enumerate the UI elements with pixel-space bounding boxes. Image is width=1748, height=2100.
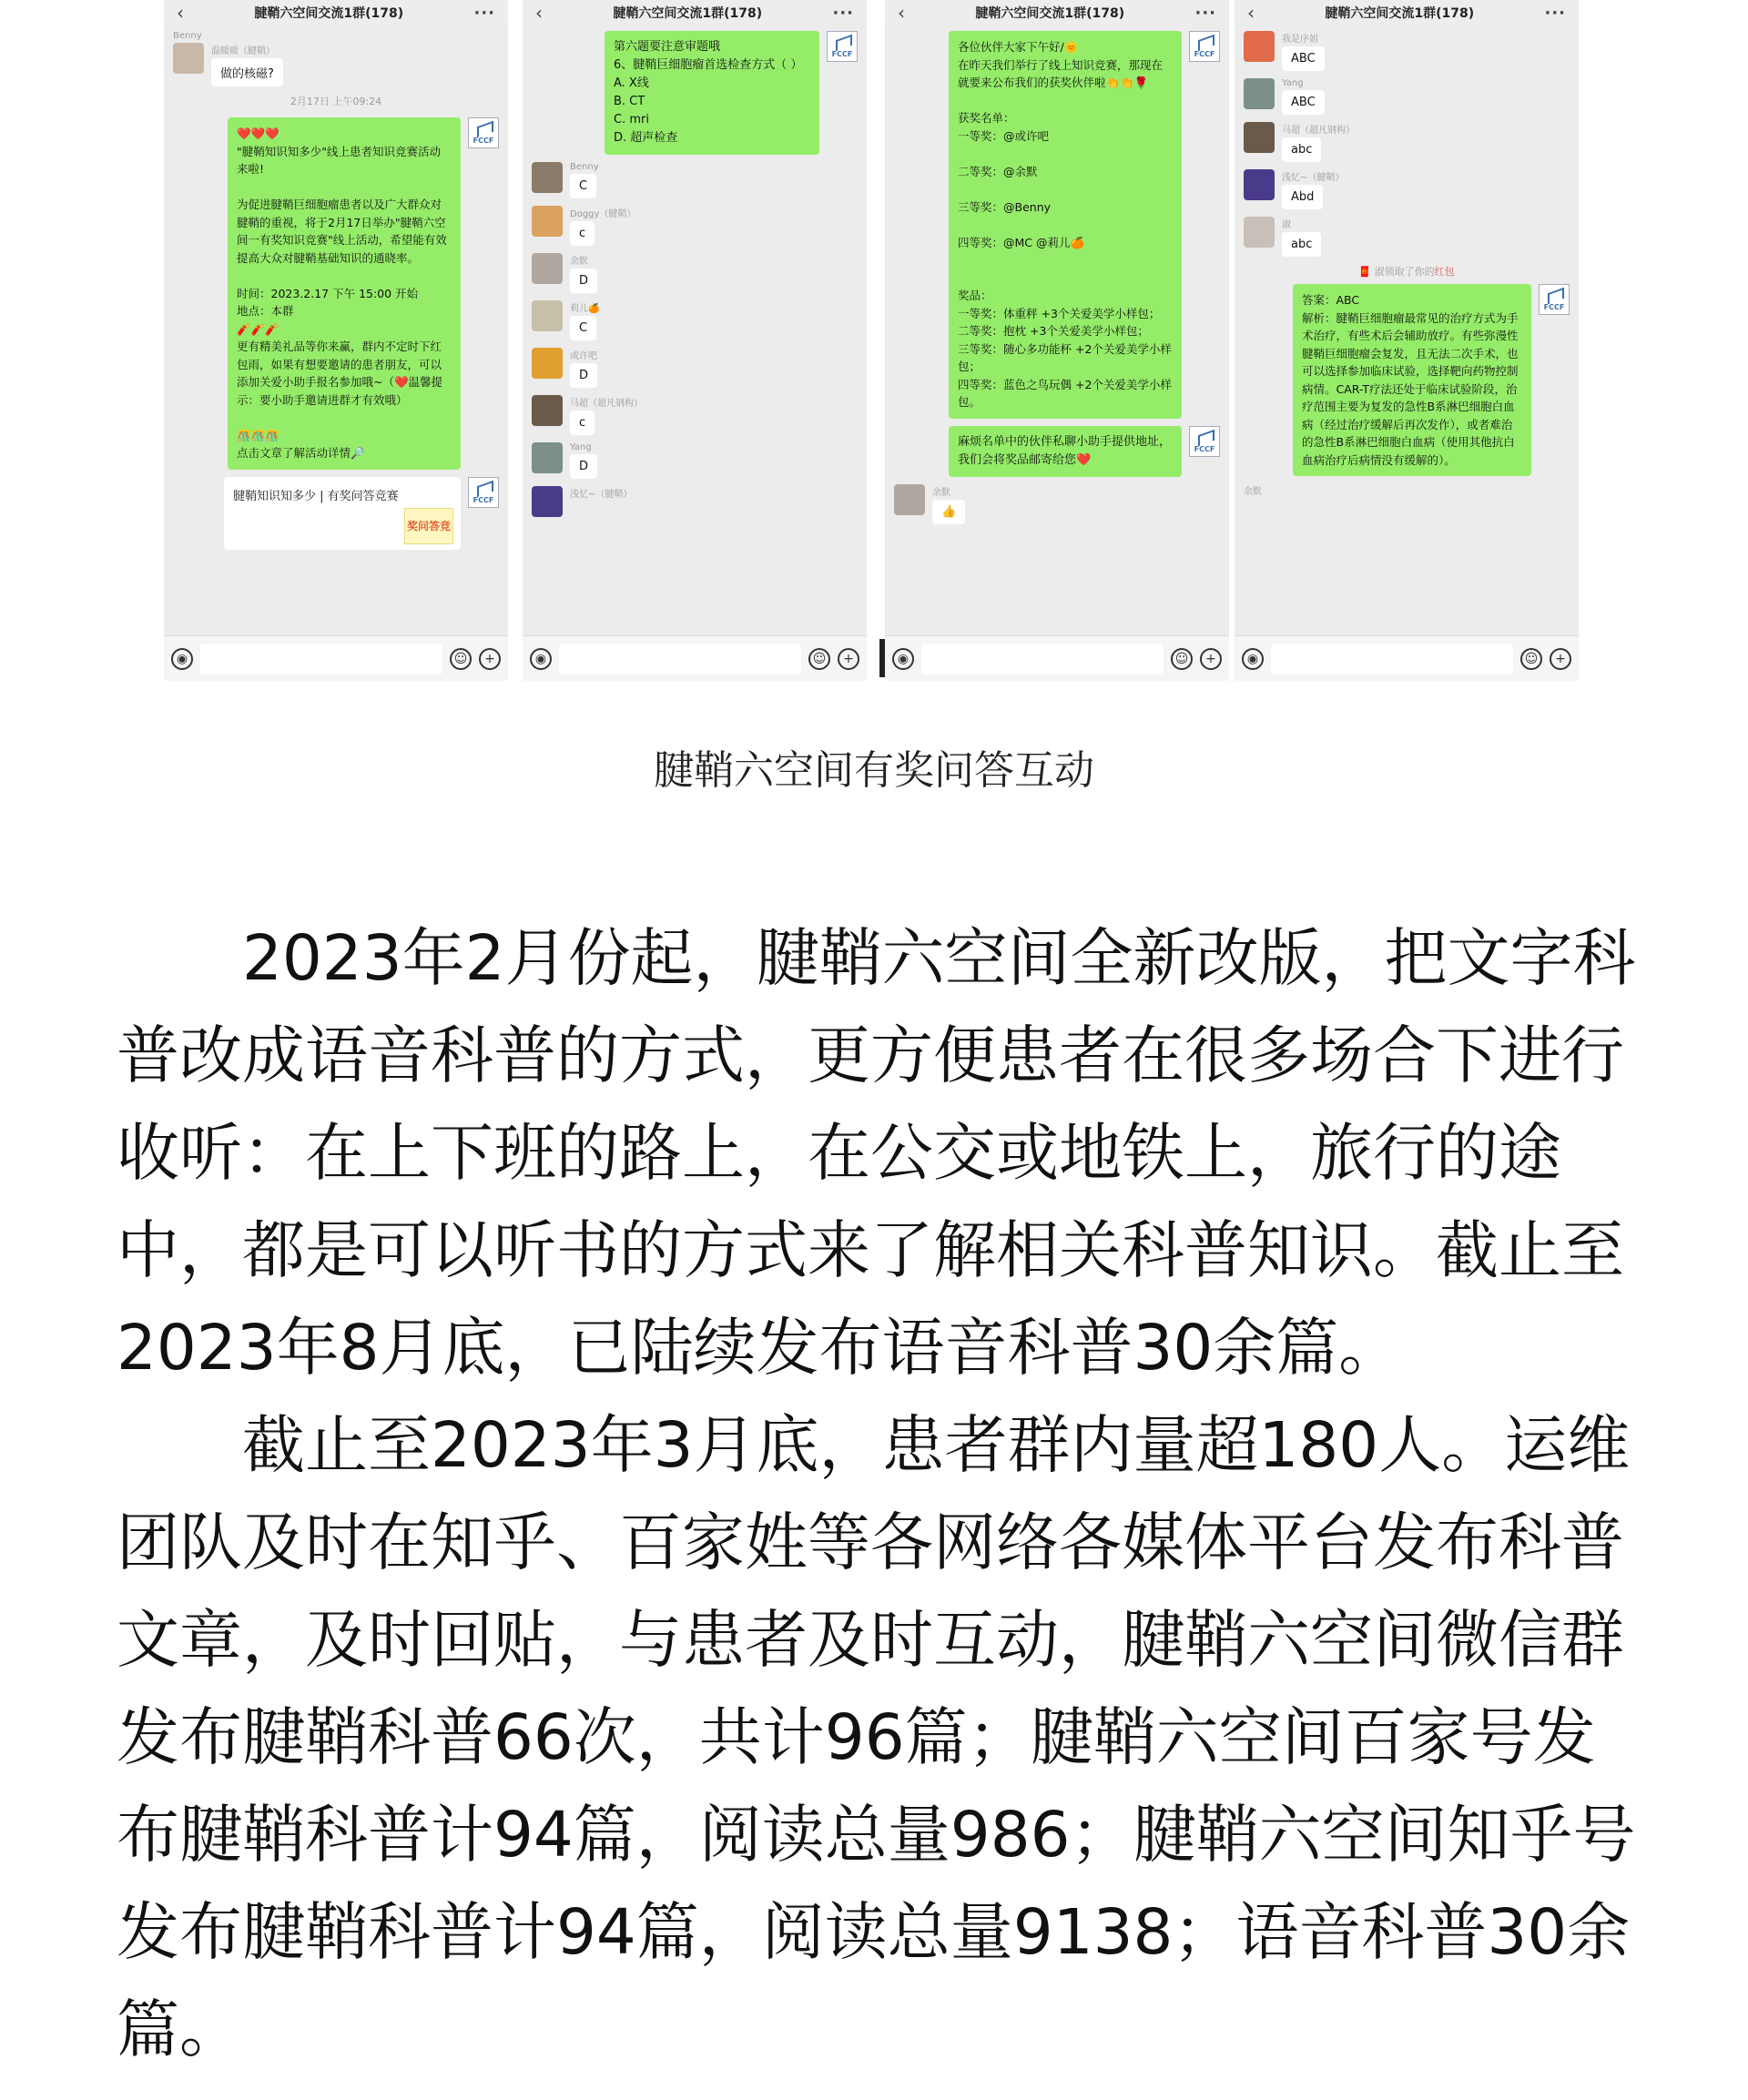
voice-icon[interactable]: ◉ (892, 648, 914, 670)
avatar[interactable] (1244, 78, 1275, 109)
more-icon[interactable]: ··· (1544, 3, 1566, 23)
timestamp: 2月17日 上午09:24 (290, 96, 382, 107)
article-body (117, 910, 1646, 2079)
answer-bubble[interactable]: c (570, 221, 595, 246)
emoji-icon[interactable]: ☺ (1171, 648, 1193, 670)
chat-title: 腱鞘六空间交流1群(178) (254, 6, 404, 21)
message-row (894, 484, 1220, 524)
chat-input-bar (1235, 635, 1579, 681)
answer-row (532, 300, 858, 340)
back-icon[interactable]: ‹ (1247, 2, 1255, 24)
answer-row (1244, 217, 1570, 257)
voice-icon[interactable]: ◉ (171, 648, 193, 670)
message-row (173, 43, 499, 86)
chat-input-bar (164, 635, 508, 681)
answer-bubble[interactable]: D (570, 454, 597, 479)
voice-icon[interactable]: ◉ (530, 648, 552, 670)
answer-row (532, 162, 858, 198)
notice-bubble[interactable]: 麻烦名单中的伙伴私聊小助手提供地址，我们会将奖品邮寄给您❤️ (949, 426, 1182, 477)
chat-title: 腱鞘六空间交流1群(178) (613, 6, 763, 21)
answer-bubble[interactable]: abc (1282, 137, 1321, 162)
explanation-bubble[interactable]: 答案：ABC 解析：腱鞘巨细胞瘤最常见的治疗方式为手术治疗，有些术后会辅助放疗。有些弥漫性腱鞘巨细胞瘤会复发，且无法二次手术，也可以选择参加临床试验，选择靶向药物控制病情。CAR-T疗法还处于临床试验阶段，治疗范围主要为复发的急性B系淋巴细胞白血病（经过治疗缓解后再次发作），或者难治的急性B系淋巴细胞白血病（使用其他抗白血病治疗后病情没有缓解的）。 (1293, 284, 1531, 476)
avatar[interactable] (532, 486, 563, 517)
answer-bubble[interactable]: C (570, 316, 596, 340)
back-icon[interactable]: ‹ (898, 2, 905, 24)
announcement-bubble[interactable]: ❤️❤️❤️ "腱鞘知识知多少"线上患者知识竞赛活动来啦! 为促进腱鞘巨细胞瘤患者以及广大群众对腱鞘的重视，将于2月17日举办"腱鞘六空间一有奖知识竞赛"线上活动，希望能有效提高大众对腱鞘基础知识的通晓率。 时间：2023.2.17 下午 15:00 开始 地点：本群 🧨🧨🧨 更有精美礼品等你来赢，群内不定时下红包雨，如果有想要邀请的患者朋友，可以添加关爱小助手报名参加哦~（❤️温馨提示：要小助手邀请进群才有效哦） 🎊🎊🎊 点击文章了解活动详情🔎 (228, 117, 461, 470)
avatar[interactable] (1244, 31, 1275, 62)
reply-bubble[interactable]: 👍 (932, 500, 965, 524)
message-row (1244, 284, 1570, 476)
chat-header (885, 0, 1229, 25)
sender-nick: 浅忆~（腱鞘） (570, 490, 633, 500)
answer-bubble[interactable]: ABC (1282, 90, 1325, 115)
chat-input-bar (523, 635, 867, 681)
chat-panel-3 (885, 0, 1229, 681)
answer-row (532, 486, 858, 517)
sender-nick: 马超（超凡钢构） (570, 399, 643, 409)
question-bubble[interactable]: 第六题要注意审题哦 6、腱鞘巨细胞瘤首选检查方式（ ） A. X线 B. CT C. mri D. 超声检查 (605, 31, 819, 155)
sender-nick: Yang (570, 442, 592, 452)
chat-content (523, 25, 867, 635)
sender-nick: 淑 (1282, 220, 1291, 230)
chat-input-bar (885, 635, 1229, 681)
message-input[interactable] (921, 644, 1164, 675)
sender-nick: 我是序姐 (1282, 35, 1318, 45)
answer-row (532, 348, 858, 388)
chat-header (1235, 0, 1579, 25)
answer-bubble[interactable]: ABC (1282, 46, 1325, 71)
voice-icon[interactable]: ◉ (1242, 648, 1264, 670)
message-row (894, 426, 1220, 477)
answer-row (532, 442, 858, 479)
answer-row (532, 395, 858, 435)
sender-nick: Benny (570, 162, 599, 172)
chat-content (885, 25, 1229, 635)
back-icon[interactable]: ‹ (177, 2, 184, 24)
sender-nick: 余默 (570, 257, 588, 267)
answer-row (532, 253, 858, 293)
more-icon[interactable]: ··· (832, 3, 854, 23)
message-row (894, 31, 1220, 419)
avatar[interactable] (173, 43, 204, 74)
message-row (173, 117, 499, 470)
avatar[interactable] (532, 206, 563, 237)
avatar[interactable] (1244, 169, 1275, 200)
avatar[interactable] (1244, 217, 1275, 248)
redpacket-text: 🧧 淑领取了你的 (1358, 266, 1435, 278)
avatar[interactable] (532, 300, 563, 331)
fccf-logo-avatar[interactable]: FCCF (827, 31, 858, 62)
avatar[interactable] (532, 442, 563, 473)
sender-nick: Yang (1282, 78, 1304, 88)
avatar[interactable] (1244, 122, 1275, 153)
answer-bubble[interactable]: abc (1282, 232, 1321, 257)
message-input[interactable] (200, 644, 442, 675)
redpacket-link[interactable]: 红包 (1434, 266, 1455, 278)
sender-nick: 或许吧 (570, 351, 597, 361)
more-icon[interactable]: ··· (473, 3, 495, 23)
message-input[interactable] (1271, 644, 1513, 675)
image-caption: 腱鞘六空间有奖问答互动 (654, 747, 1094, 794)
answer-row (1244, 31, 1570, 71)
answer-row (1244, 78, 1570, 115)
avatar[interactable] (532, 253, 563, 284)
more-icon[interactable]: ··· (1194, 3, 1216, 23)
chat-panel-1 (164, 0, 508, 681)
fccf-logo-avatar[interactable]: FCCF (1539, 284, 1570, 315)
article-paragraph-2: 截止至2023年3月底，患者群内量超180人。运维团队及时在知乎、百家姓等各网络各媒体平台发布科普文章，及时回贴，与患者及时互动，腱鞘六空间微信群发布腱鞘科普66次，共计96篇；腱鞘六空间百家号发布腱鞘科普计94篇，阅读总量986；腱鞘六空间知乎号发布腱鞘科普计94篇，阅读总量9138；语音科普30余篇。 (117, 1409, 1636, 2066)
answer-bubble[interactable]: D (570, 269, 597, 293)
article-paragraph-1: 2023年2月份起，腱鞘六空间全新改版，把文字科普改成语音科普的方式，更方便患者在很多场合下进行收听：在上下班的路上，在公交或地铁上，旅行的途中，都是可以听书的方式来了解相关科普知识。截止至2023年8月底，已陆续发布语音科普30余篇。 (117, 922, 1636, 1385)
chat-content (1235, 25, 1579, 635)
answer-bubble[interactable]: D (570, 363, 597, 388)
article-card-thumbnail: 奖问答竞 (404, 508, 453, 544)
answer-bubble[interactable]: C (570, 174, 596, 198)
chat-title: 腱鞘六空间交流1群(178) (1325, 6, 1475, 21)
sender-nick: 余默 (1244, 487, 1262, 497)
answer-row (532, 206, 858, 246)
partial-nick: Benny (173, 31, 202, 41)
redpacket-notice (1244, 264, 1570, 279)
back-icon[interactable]: ‹ (535, 2, 543, 24)
plus-icon[interactable]: + (838, 648, 859, 670)
sender-nick: 温暖暖（腱鞘） (211, 46, 275, 56)
plus-icon[interactable]: + (479, 648, 501, 670)
chat-header (523, 0, 867, 25)
sender-nick: 莉儿🍊 (570, 304, 600, 314)
sender-nick: 余默 (932, 487, 950, 498)
fccf-logo-avatar[interactable]: FCCF (468, 477, 499, 508)
answer-bubble[interactable]: Abd (1282, 185, 1323, 209)
article-card-title: 腱鞘知识知多少 | 有奖问答竞赛 (233, 489, 399, 503)
message-row (532, 31, 858, 155)
fccf-logo-avatar[interactable]: FCCF (468, 117, 499, 148)
chat-title: 腱鞘六空间交流1群(178) (975, 6, 1125, 21)
plus-icon[interactable]: + (1550, 648, 1571, 670)
plus-icon[interactable]: + (1200, 648, 1222, 670)
answer-bubble[interactable]: c (570, 411, 595, 435)
answer-row (1244, 122, 1570, 162)
chat-panel-4 (1235, 0, 1579, 681)
winners-bubble[interactable]: 各位伙伴大家下午好/🌞 在昨天我们举行了线上知识竞赛，那现在就要来公布我们的获奖伙伴啦👏👏🌹 获奖名单： 一等奖：@或许吧 二等奖：@余默 三等奖：@Benny 四等奖：@MC @莉儿🍊 奖品： 一等奖：体重秤 +3个关爱美学小样包； 二等奖：抱枕 +3个关爱美学小样包； 三等奖：随心多功能杯 +2个关爱美学小样包； 四等奖：蓝色之鸟玩偶 +2个关爱美学小样包。 (949, 31, 1182, 419)
chat-panel-2 (523, 0, 867, 681)
message-bubble[interactable]: 做的核磁? (211, 58, 283, 86)
message-row (173, 477, 499, 550)
avatar[interactable] (532, 162, 563, 193)
answer-row (1244, 169, 1570, 209)
emoji-icon[interactable]: ☺ (1520, 648, 1542, 670)
message-input[interactable] (559, 644, 801, 675)
chat-content (164, 25, 508, 635)
article-card[interactable] (224, 477, 461, 550)
fccf-logo-avatar[interactable]: FCCF (1189, 31, 1220, 62)
sender-nick: Doggy（腱鞘） (570, 209, 636, 219)
avatar[interactable] (532, 395, 563, 426)
avatar[interactable] (894, 484, 925, 515)
sender-nick: 马超（超凡钢构） (1282, 126, 1355, 136)
chat-screenshot-collage (164, 0, 1580, 681)
fccf-logo-avatar[interactable]: FCCF (1189, 426, 1220, 457)
chat-header (164, 0, 508, 25)
emoji-icon[interactable]: ☺ (808, 648, 830, 670)
emoji-icon[interactable]: ☺ (450, 648, 472, 670)
sender-nick: 浅忆~（腱鞘） (1282, 173, 1345, 183)
avatar[interactable] (532, 348, 563, 379)
